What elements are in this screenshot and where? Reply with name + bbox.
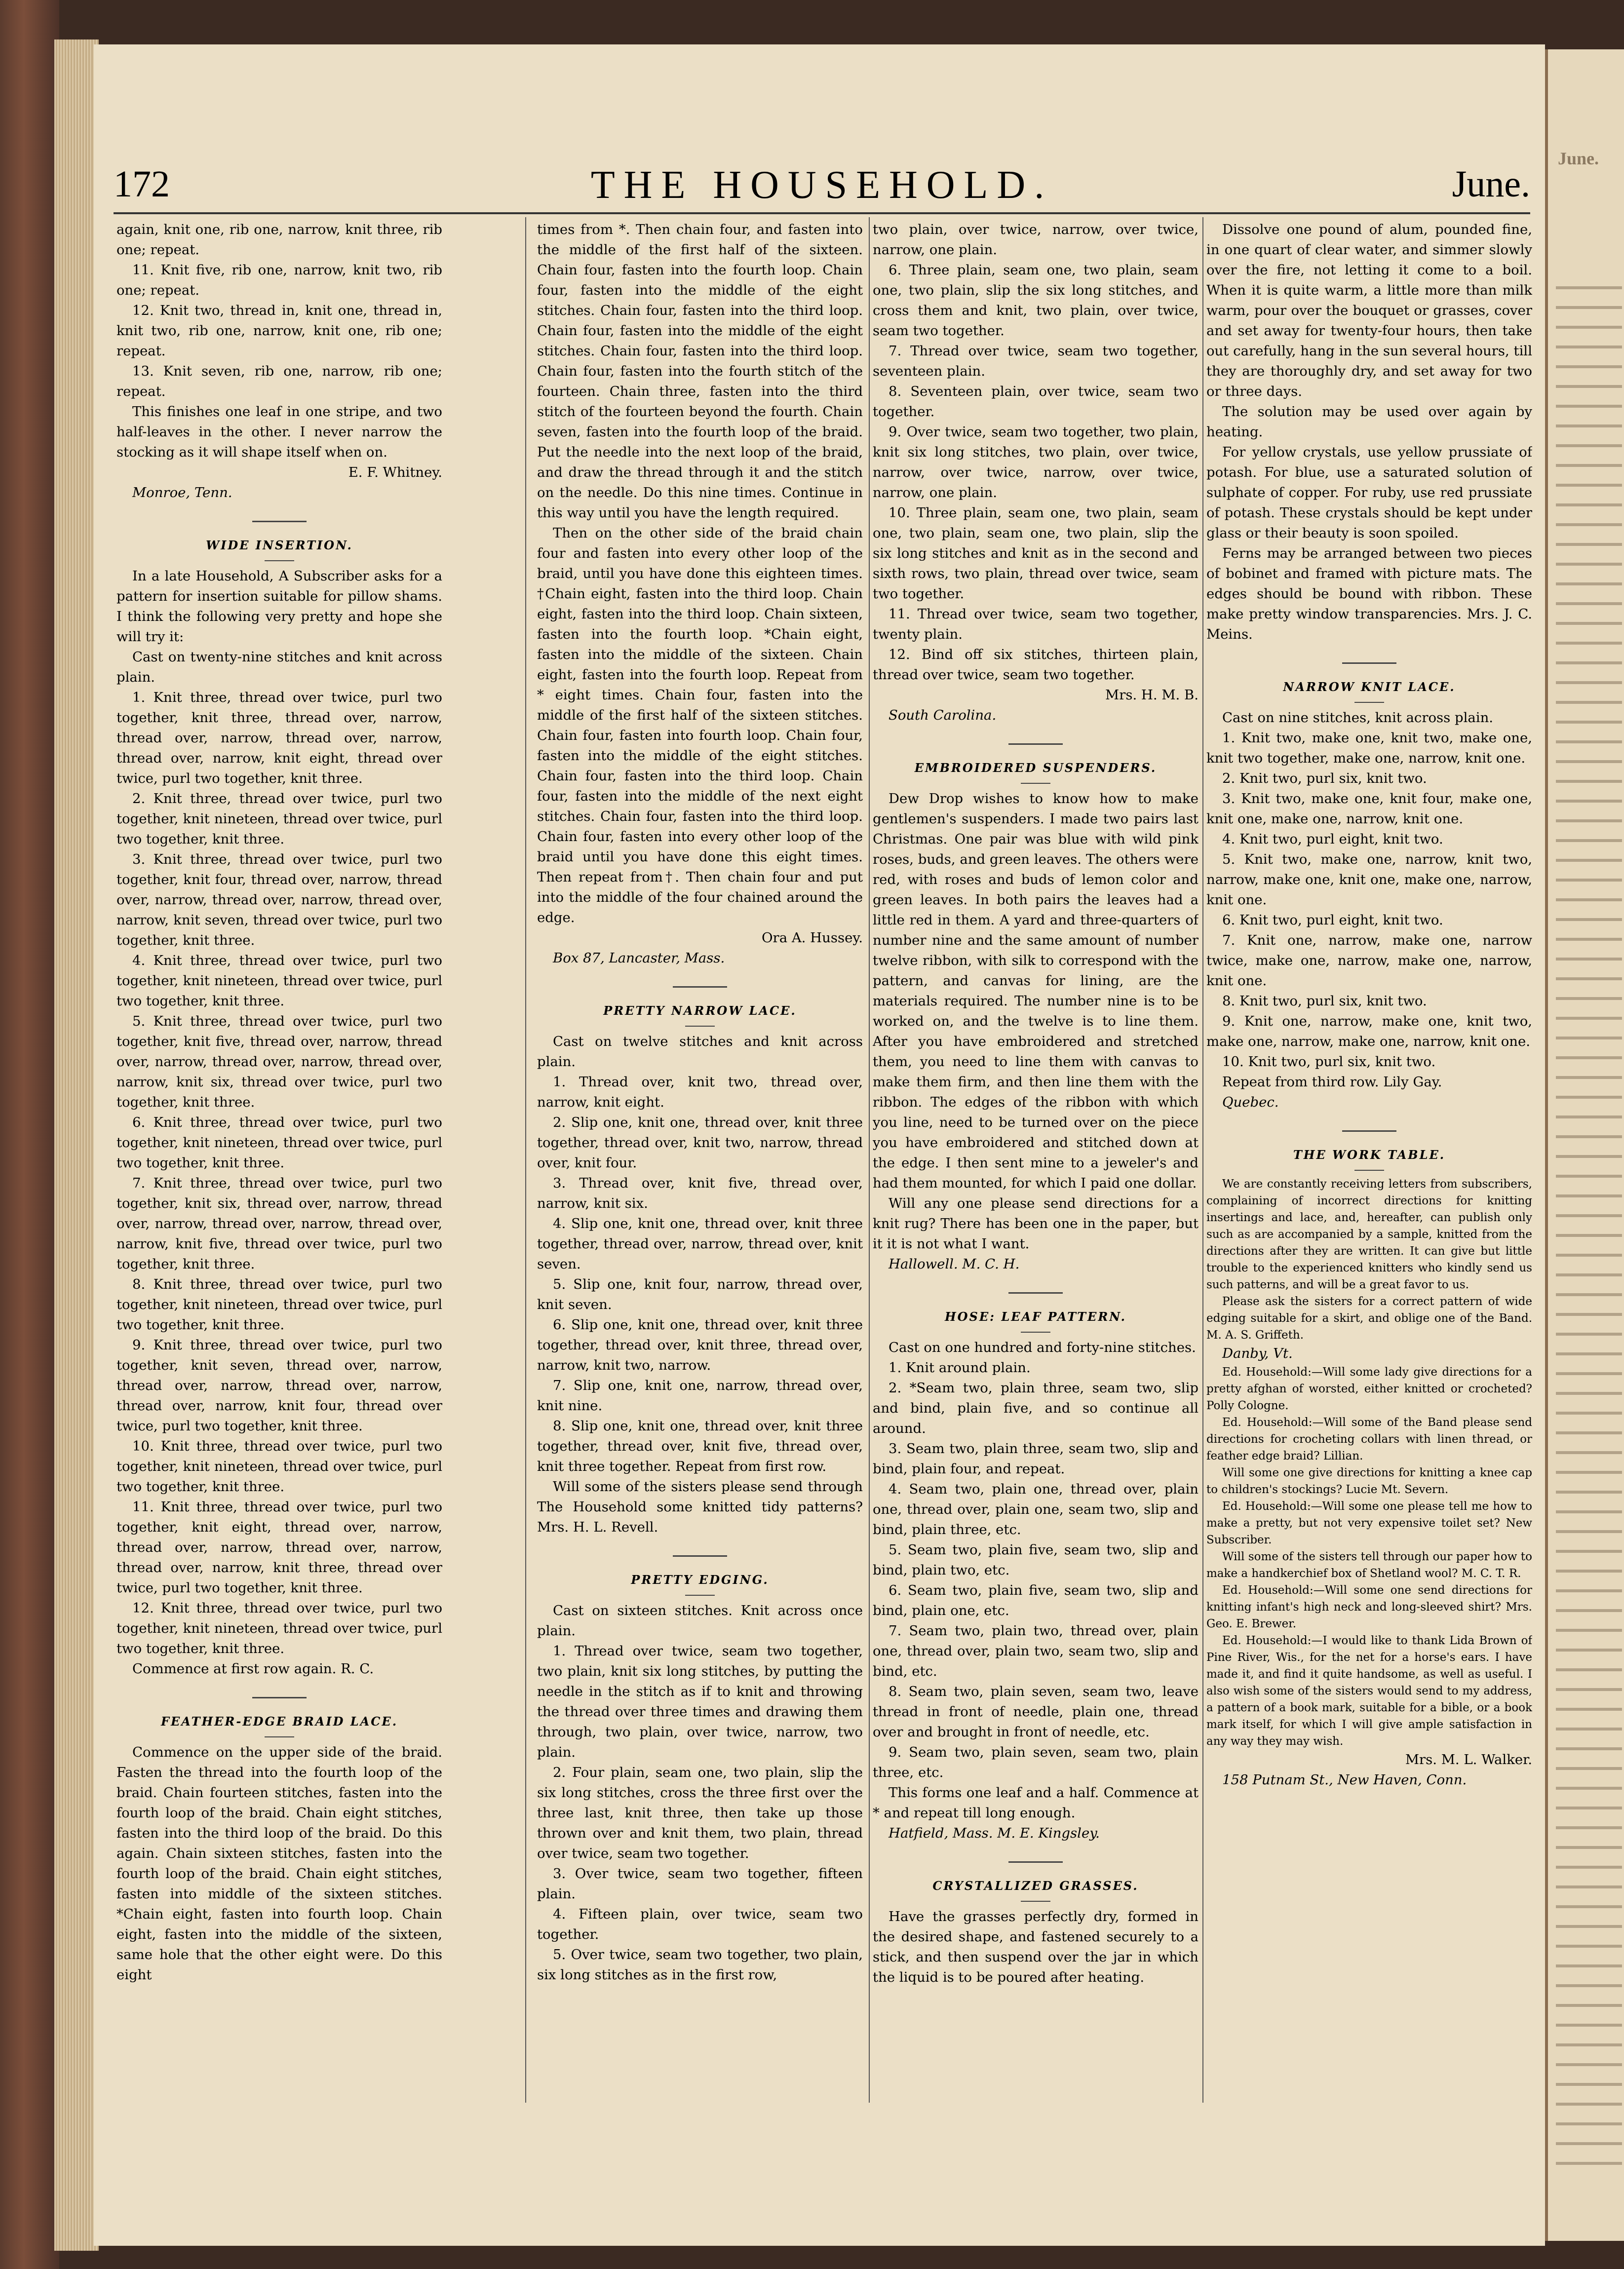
- section-heading: WIDE INSERTION.: [116, 521, 442, 561]
- reader-query: We are constantly receiving letters from subscribers, complaining of incorrect directions for knitting insertings and lace, and, hereafter, can publish only such as are accompanied by a sample, knitted from the directions after they are written. It can give but little trouble to the experienced knitters who kindly send us such patterns, and will be a great favor to us.: [1206, 1178, 1532, 1291]
- paragraph: 7. Knit three, thread over twice, purl two together, knit six, thread over, narrow, thread over, narrow, thread over, narrow, thread over, narrow, knit five, thread over twice, purl two together, knit three.: [116, 1175, 442, 1272]
- paragraph: 3. Over twice, seam two together, fifteen plain.: [537, 1866, 863, 1902]
- paragraph: 6. Knit two, purl eight, knit two.: [1222, 912, 1443, 928]
- section-heading: EMBROIDERED SUSPENDERS.: [873, 743, 1199, 784]
- paragraph: Have the grasses perfectly dry, formed in the desired shape, and fastened securely to a stick, and then suspend over the jar in which the liquid is to be poured after heating.: [873, 1909, 1199, 1985]
- paragraph: 8. Seam two, plain seven, seam two, leave thread in front of needle, plain one, thread over and brought in front of needle, etc.: [873, 1684, 1199, 1740]
- paragraph: 11. Thread over twice, seam two together, twenty plain.: [873, 606, 1199, 642]
- paragraph: 12. Knit two, thread in, knit one, thread in, knit two, rib one, narrow, knit one, rib one; repeat.: [116, 303, 442, 359]
- paragraph: 4. Seam two, plain one, thread over, plain one, thread over, plain one, seam two, slip and bind, plain three, etc.: [873, 1481, 1199, 1538]
- author-location: Quebec.: [1222, 1094, 1279, 1110]
- page-title: THE HOUSEHOLD.: [590, 163, 1053, 207]
- paragraph: The solution may be used over again by heating.: [1206, 404, 1532, 440]
- paragraph: 7. Slip one, knit one, narrow, thread over, knit nine.: [537, 1378, 863, 1414]
- reader-query: Ed. Household:—Will some lady give directions for a pretty afghan of worsted, either knitted or crocheted? Polly Cologne.: [1206, 1366, 1532, 1412]
- paragraph: 9. Seam two, plain seven, seam two, plain three, etc.: [873, 1744, 1199, 1780]
- section-heading: PRETTY NARROW LACE.: [537, 986, 863, 1027]
- paragraph: Commence on the upper side of the braid. Fasten the thread into the fourth loop of the braid. Chain fourteen stitches, fasten into the fourth loop of the braid. Chain eight stitches, fasten into the third loop of the braid. Do this again. Chain sixteen stitches, fasten into the fourth loop of the braid. Chain eight stitches, fasten into middle of the sixteen stitches. *Chain eight, fasten into fourth loop. Chain eight, fasten into the middle of the sixteen, same hole that the other eight were. Do this eight: [116, 1744, 442, 1983]
- column-divider: [1202, 217, 1203, 2103]
- book-binding: [0, 0, 59, 2269]
- paragraph: 5. Knit three, thread over twice, purl two together, knit five, thread over, narrow, thread over, narrow, thread over, narrow, thread over, narrow, knit six, thread over twice, purl two together, knit three.: [116, 1013, 442, 1110]
- paragraph: In a late Household, A Subscriber asks for a pattern for insertion suitable for pillow shams. I think the following very pretty and hope she will try it:: [116, 568, 442, 645]
- paragraph: two plain, over twice, narrow, over twice, narrow, one plain.: [873, 222, 1199, 258]
- paragraph: 4. Knit two, purl eight, knit two.: [1222, 831, 1443, 847]
- paragraph: 1. Thread over, knit two, thread over, narrow, knit eight.: [537, 1074, 863, 1110]
- paragraph: 9. Knit three, thread over twice, purl two together, knit seven, thread over, narrow, thread over, narrow, thread over, narrow, thread over, narrow, knit four, thread over twice, purl two together, knit three.: [116, 1337, 442, 1434]
- paragraph: 11. Knit three, thread over twice, purl two together, knit eight, thread over, narrow, thread over, narrow, thread over, narrow, thread over, narrow, knit three, thread over twice, purl two together, knit three.: [116, 1499, 442, 1596]
- page-number: 172: [114, 163, 170, 205]
- paragraph: 6. Slip one, knit one, thread over, knit three together, thread over, knit three, thread over, narrow, knit two, narrow.: [537, 1317, 863, 1373]
- paragraph: 3. Knit two, make one, knit four, make one, knit one, make one, narrow, knit one.: [1206, 791, 1532, 827]
- paragraph: 2. Four plain, seam one, two plain, slip the six long stitches, cross the three first over the three last, knit three, then take up those thrown over and knit them, two plain, thread over twice, seam two together.: [537, 1765, 863, 1861]
- paragraph: 10. Knit two, purl six, knit two.: [1222, 1054, 1436, 1070]
- paragraph: 5. Slip one, knit four, narrow, thread over, knit seven.: [537, 1276, 863, 1312]
- reader-query: Ed. Household:—Will some of the Band please send directions for crocheting collars with linen thread, or feather edge braid? Lillian.: [1206, 1416, 1532, 1462]
- paragraph: Cast on one hundred and forty-nine stitches.: [889, 1340, 1196, 1355]
- paragraph: 6. Three plain, seam one, two plain, seam one, two plain, slip the six long stitches, and cross them and knit, two plain, over twice, seam two together.: [873, 262, 1199, 339]
- author-location: Box 87, Lancaster, Mass.: [553, 950, 725, 966]
- paragraph: Will some of the sisters please send through The Household some knitted tidy patterns? Mrs. H. L. Revell.: [537, 1479, 863, 1535]
- page-month: June.: [1452, 163, 1530, 205]
- paragraph: Cast on nine stitches, knit across plain.: [1222, 710, 1494, 726]
- paragraph: 4. Knit three, thread over twice, purl two together, knit nineteen, thread over twice, purl two together, knit three.: [116, 953, 442, 1009]
- section-heading: FEATHER-EDGE BRAID LACE.: [116, 1697, 442, 1737]
- paragraph: again, knit one, rib one, narrow, knit three, rib one; repeat.: [116, 222, 442, 258]
- author-signature: Mrs. M. L. Walker.: [1405, 1752, 1532, 1768]
- paragraph: 6. Seam two, plain five, seam two, slip and bind, plain one, etc.: [873, 1582, 1199, 1618]
- page-edges: [54, 39, 99, 2251]
- paragraph: 3. Seam two, plain three, seam two, slip and bind, plain four, and repeat.: [873, 1441, 1199, 1477]
- paragraph: Dew Drop wishes to know how to make gentlemen's suspenders. I made two pairs last Christmas. One pair was blue with wild pink roses, buds, and green leaves. The others were red, with roses and buds of lemon color and green leaves. In both pairs the leaves had a little red in them. A yard and three-quarters of number nine and the same amount of number twelve ribbon, with silk to correspond with the pattern, and canvas for lining, are the materials required. The number nine is to be worked on, and the twelve is to line them. After you have embroidered and stretched them, you need to line them with canvas to make them firm, and then line them with the ribbon. The edges of the ribbon with which you line, need to be turned over on the piece you have embroidered and stitched down at the edge. I then sent mine to a jeweler's and had them mounted, for which I paid one dollar.: [873, 791, 1199, 1191]
- paragraph: Then on the other side of the braid chain four and fasten into every other loop of the braid, until you have done this eighteen times. †Chain eight, fasten into the third loop. Chain eight, fasten into the third loop. Chain sixteen, fasten into the fourth loop. *Chain eight, fasten into the middle of the sixteen. Chain eight, fasten into the fourth loop. Repeat from * eight times. Chain four, fasten into the middle of the first half of the sixteen stitches. Chain four, fasten into fourth loop. Chain four, fasten into the middle of the eight stitches. Chain four, fasten into the third loop. Chain four, fasten into the middle of the next eight stitches. Chain four, fasten into the third loop. Chain four, fasten into every other loop of the braid until you have done this eight times. Then repeat from†. Then chain four and put into the middle of the four chained around the edge.: [537, 525, 863, 925]
- author-location: Hatfield, Mass. M. E. Kingsley.: [889, 1825, 1100, 1841]
- paragraph: 7. Thread over twice, seam two together, seventeen plain.: [873, 343, 1199, 379]
- paragraph: Repeat from third row. Lily Gay.: [1222, 1074, 1442, 1090]
- paragraph: 1. Knit around plain.: [889, 1360, 1031, 1376]
- paragraph: 9. Over twice, seam two together, two plain, knit six long stitches, two plain, over twice, narrow, over twice, narrow, over twice, narrow, one plain.: [873, 424, 1199, 500]
- author-location: Danby, Vt.: [1222, 1346, 1293, 1361]
- column-2: [537, 220, 863, 2219]
- paragraph: 2. Slip one, knit one, thread over, knit three together, thread over, knit two, narrow, thread over, knit four.: [537, 1115, 863, 1171]
- paragraph: 7. Knit one, narrow, make one, narrow twice, make one, narrow, make one, narrow, knit one.: [1206, 932, 1532, 989]
- paragraph: 7. Seam two, plain two, thread over, plain one, thread over, plain two, seam two, slip and bind, etc.: [873, 1623, 1199, 1679]
- column-4: [1206, 220, 1532, 2219]
- paragraph: Cast on twenty-nine stitches and knit across plain.: [116, 649, 442, 685]
- reader-query: Will some of the sisters tell through our paper how to make a handkerchief box of Shetland wool? M. C. T. R.: [1206, 1550, 1532, 1580]
- author-location: Hallowell. M. C. H.: [889, 1256, 1020, 1272]
- reader-query: Please ask the sisters for a correct pattern of wide edging suitable for a skirt, and oblige one of the Band. M. A. S. Griffeth.: [1206, 1295, 1532, 1342]
- paragraph: 8. Seventeen plain, over twice, seam two together.: [873, 384, 1199, 420]
- paragraph: 4. Fifteen plain, over twice, seam two together.: [537, 1906, 863, 1942]
- paragraph: 3. Thread over, knit five, thread over, narrow, knit six.: [537, 1175, 863, 1211]
- reader-query: Will some one give directions for knitting a knee cap to children's stockings? Lucie Mt. Severn.: [1206, 1466, 1532, 1496]
- column-divider: [525, 217, 526, 2103]
- paragraph: 1. Knit three, thread over twice, purl two together, knit three, thread over, narrow, thread over, narrow, thread over, narrow, thread over, narrow, knit eight, thread over twice, purl two together, knit three.: [116, 690, 442, 786]
- paragraph: 5. Over twice, seam two together, two plain, six long stitches as in the first row,: [537, 1947, 863, 1983]
- paragraph: 10. Knit three, thread over twice, purl two together, knit nineteen, thread over twice, purl two together, knit three.: [116, 1438, 442, 1495]
- column-1: [116, 220, 442, 2219]
- adjacent-page: [1545, 49, 1624, 2241]
- section-heading: CRYSTALLIZED GRASSES.: [873, 1861, 1199, 1902]
- paragraph: Will any one please send directions for a knit rug? There has been one in the paper, but it it is not what I want.: [873, 1195, 1199, 1252]
- author-location: South Carolina.: [889, 707, 997, 723]
- paragraph: 1. Thread over twice, seam two together, two plain, knit six long stitches, by putting the needle in the stitch as if to knit and throwing the thread over three times and drawing them through, two plain, over twice, narrow, two plain.: [537, 1643, 863, 1760]
- paragraph: 6. Knit three, thread over twice, purl two together, knit nineteen, thread over twice, purl two together, knit three.: [116, 1115, 442, 1171]
- section-heading: HOSE: LEAF PATTERN.: [873, 1292, 1199, 1333]
- paragraph: 12. Bind off six stitches, thirteen plain, thread over twice, seam two together.: [873, 647, 1199, 683]
- section-heading: PRETTY EDGING.: [537, 1555, 863, 1596]
- paragraph: 9. Knit one, narrow, make one, knit two, make one, narrow, make one, narrow, knit one.: [1206, 1013, 1532, 1049]
- paragraph: 2. Knit two, purl six, knit two.: [1222, 770, 1427, 786]
- paragraph: 13. Knit seven, rib one, narrow, rib one; repeat.: [116, 363, 442, 399]
- paragraph: Cast on sixteen stitches. Knit across once plain.: [537, 1603, 863, 1639]
- paragraph: 5. Seam two, plain five, seam two, slip and bind, plain two, etc.: [873, 1542, 1199, 1578]
- paragraph: 1. Knit two, make one, knit two, make one, knit two together, make one, narrow, knit one.: [1206, 730, 1532, 766]
- paragraph: For yellow crystals, use yellow prussiate of potash. For blue, use a saturated solution of sulphate of copper. For ruby, use red prussiate of potash. These crystals should be kept under glass or their beauty is soon spoiled.: [1206, 444, 1532, 541]
- paragraph: 8. Knit two, purl six, knit two.: [1222, 993, 1427, 1009]
- page-header: [114, 163, 1530, 207]
- author-signature: Mrs. H. M. B.: [1105, 687, 1199, 703]
- paragraph: 8. Knit three, thread over twice, purl two together, knit nineteen, thread over twice, purl two together, knit three.: [116, 1276, 442, 1333]
- paragraph: 5. Knit two, make one, narrow, knit two, narrow, make one, knit one, make one, narrow, knit one.: [1206, 851, 1532, 908]
- paragraph: 2. Knit three, thread over twice, purl two together, knit nineteen, thread over twice, purl two together, knit three.: [116, 791, 442, 847]
- column-divider: [869, 217, 870, 2103]
- paragraph: 11. Knit five, rib one, narrow, knit two, rib one; repeat.: [116, 262, 442, 298]
- adjacent-page-text-lines: [1556, 286, 1622, 2182]
- column-3: [873, 220, 1199, 2219]
- paragraph: 2. *Seam two, plain three, seam two, slip and bind, plain five, and so continue all around.: [873, 1380, 1199, 1436]
- paragraph: 12. Knit three, thread over twice, purl two together, knit nineteen, thread over twice, purl two together, knit three.: [116, 1600, 442, 1656]
- section-heading: THE WORK TABLE.: [1206, 1130, 1532, 1171]
- paragraph: times from *. Then chain four, and fasten into the middle of the first half of the sixteen. Chain four, fasten into the fourth loop. Chain four, fasten into the middle of the eight stitches. Chain four, fasten into the third loop. Chain four, fasten into the middle of the eight stitches. Chain four, fasten into the third loop. Chain four, fasten into the fourth stitch of the fourteen. Chain three, fasten into the third stitch of the fourteen beyond the fourth. Chain seven, fasten into the fourth loop of the braid. Put the needle into the next loop of the braid, and draw the thread through it and the stitch on the needle. Do this nine times. Continue in this way until you have the length required.: [537, 222, 863, 521]
- author-location: 158 Putnam St., New Haven, Conn.: [1222, 1772, 1467, 1788]
- reader-query: Ed. Household:—I would like to thank Lida Brown of Pine River, Wis., for the net for a horse's ears. I have made it, and find it quite handsome, as well as useful. I also wish some of the sisters would send to my address, a pattern of a book mark, suitable for a bible, or a book mark itself, for which I will give ample satisfaction in any way they may wish.: [1206, 1634, 1532, 1748]
- adjacent-page-month: June.: [1558, 149, 1599, 168]
- author-signature: E. F. Whitney.: [348, 464, 442, 480]
- reader-query: Ed. Household:—Will some one send directions for knitting infant's high neck and long-sleeved shirt? Mrs. Geo. E. Brewer.: [1206, 1584, 1532, 1630]
- paragraph: 10. Three plain, seam one, two plain, seam one, two plain, seam one, two plain, slip the six long stitches and knit as in the second and sixth rows, two plain, thread over twice, seam two together.: [873, 505, 1199, 602]
- reader-query: Ed. Household:—Will some one please tell me how to make a pretty, but not very expensive toilet set? New Subscriber.: [1206, 1500, 1532, 1546]
- paragraph: 4. Slip one, knit one, thread over, knit three together, thread over, narrow, thread over, knit seven.: [537, 1216, 863, 1272]
- paragraph: This forms one leaf and a half. Commence at * and repeat till long enough.: [873, 1785, 1199, 1821]
- paragraph: Cast on twelve stitches and knit across plain.: [537, 1034, 863, 1070]
- author-location: Monroe, Tenn.: [132, 485, 232, 500]
- author-signature: Ora A. Hussey.: [762, 930, 863, 946]
- header-rule: [114, 212, 1530, 214]
- paragraph: Commence at first row again. R. C.: [132, 1661, 374, 1677]
- paragraph: 8. Slip one, knit one, thread over, knit three together, thread over, knit five, thread over, knit three together. Repeat from first row.: [537, 1418, 863, 1474]
- paragraph: Ferns may be arranged between two pieces of bobinet and framed with picture mats. The edges should be bound with ribbon. These make pretty window transparencies. Mrs. J. C. Meins.: [1206, 545, 1532, 642]
- paragraph: This finishes one leaf in one stripe, and two half-leaves in the other. I never narrow the stocking as it will shape itself when on.: [116, 404, 442, 460]
- section-heading: NARROW KNIT LACE.: [1206, 662, 1532, 703]
- paragraph: 3. Knit three, thread over twice, purl two together, knit four, thread over, narrow, thread over, narrow, thread over, narrow, thread over, narrow, knit seven, thread over twice, purl two together, knit three.: [116, 851, 442, 948]
- paragraph: Dissolve one pound of alum, pounded fine, in one quart of clear water, and simmer slowly over the fire, not letting it come to a boil. When it is quite warm, a little more than milk warm, pour over the bouquet or grasses, cover and set away for twenty-four hours, then take out carefully, hang in the sun several hours, till they are thoroughly dry, and set away for two or three days.: [1206, 222, 1532, 399]
